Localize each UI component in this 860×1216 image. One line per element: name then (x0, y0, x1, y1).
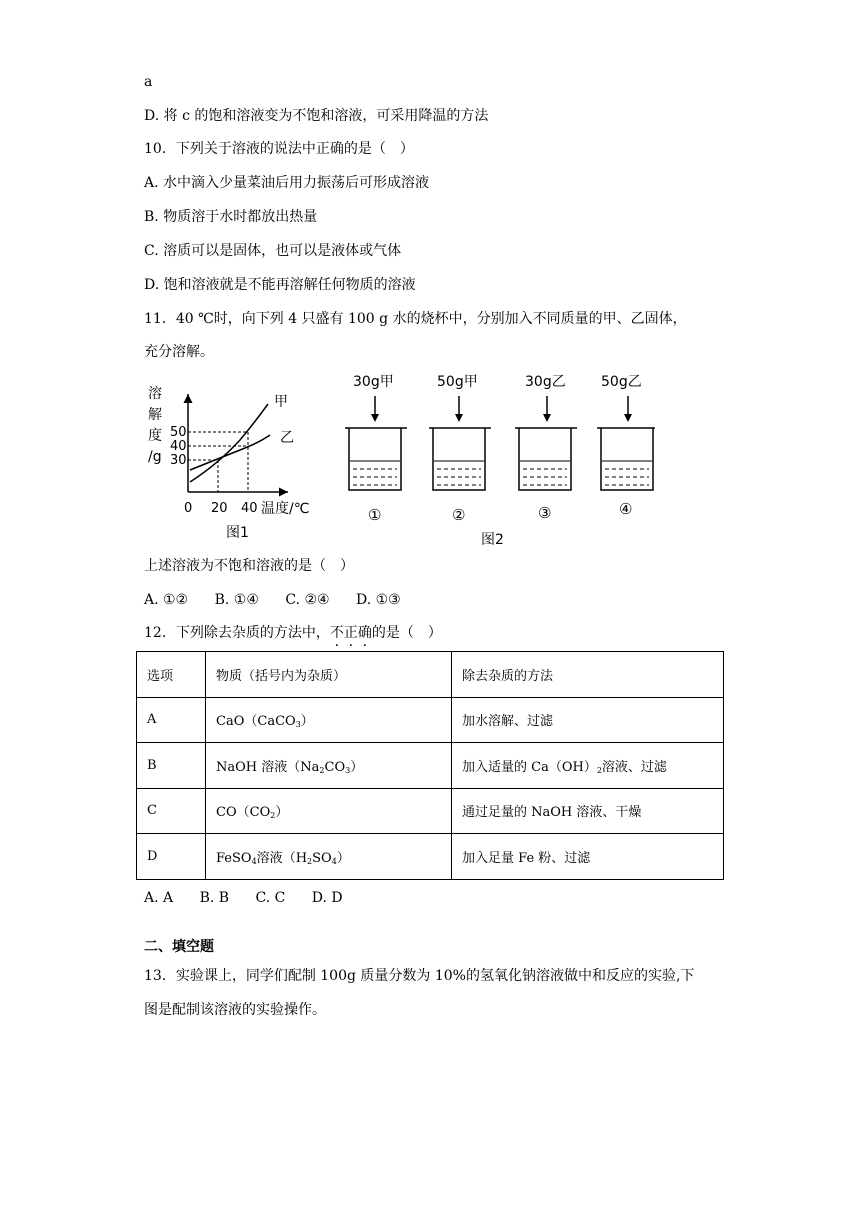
q11-option: A. ①② (144, 592, 189, 608)
table-cell-substance: NaOH 溶液$(Na_2CO_3)$ (206, 743, 452, 789)
beaker-label: 30g甲 (353, 374, 394, 390)
table-header-row (137, 652, 724, 698)
beaker-group-4 (597, 374, 655, 518)
question-11-line1: 11．40 ℃时，向下列 4 只盛有 100 g 水的烧杯中，分别加入不同质量的甲、乙固体， (144, 311, 687, 327)
y-tick-label: 30 (170, 453, 187, 468)
figure-1-caption: 图1 (226, 525, 249, 541)
q12-text: 的是（ ） (371, 625, 442, 641)
q12-text: 12．下列除去杂质的方法中， (144, 625, 330, 641)
emphasis-char: 正 (343, 625, 358, 641)
table-cell-method: 加水溶解、过滤 (452, 697, 724, 743)
series-label-jia: 甲 (274, 394, 288, 410)
option-d-prev: D. 将 c 的饱和溶液变为不饱和溶液，可采用降温的方法 (144, 108, 489, 124)
q12-option: B. B (199, 890, 230, 906)
figure-1-solubility-graph (140, 382, 325, 547)
beaker-2 (429, 428, 491, 490)
figure-2-beakers (335, 366, 655, 551)
beaker-1 (345, 428, 407, 490)
beaker-number: ④ (619, 500, 633, 518)
q12-option: C. C (255, 890, 286, 906)
table-row (137, 788, 724, 834)
beaker-number: ② (452, 506, 466, 524)
table-cell-method: 通过足量的 NaOH 溶液、干燥 (452, 788, 724, 834)
question-13-line2: 图是配制该溶液的实验操作。 (144, 1002, 326, 1018)
table-cell-method: 加入适量的 $Ca(OH)_2$溶液、过滤 (452, 743, 724, 789)
y-axis-label-char: 解 (148, 407, 162, 423)
x-tick-label: 0 (184, 501, 193, 516)
section-heading: 二、填空题 (144, 939, 214, 955)
y-axis-label-char: 度 (148, 428, 162, 444)
emphasis-char: 不 (329, 625, 344, 641)
y-axis-label-char: 溶 (148, 386, 162, 402)
q10-option-c: C. 溶质可以是固体，也可以是液体或气体 (144, 243, 402, 259)
q11-option: C. ②④ (285, 592, 330, 608)
beaker-label: 50g乙 (601, 374, 642, 390)
beaker-label: 30g乙 (525, 374, 566, 390)
q11-option: B. ①④ (214, 592, 259, 608)
question-11-ask: 上述溶液为不饱和溶液的是（ ） (144, 558, 354, 574)
table-cell-option: C (137, 788, 206, 834)
table-cell-substance: CaO（CaCO$_3$） (206, 697, 452, 743)
q10-option-d: D. 饱和溶液就是不能再溶解任何物质的溶液 (144, 277, 416, 293)
q11-options (144, 590, 423, 610)
beaker-group-2 (429, 374, 491, 524)
q12-option: A. A (144, 890, 174, 906)
table-row (137, 834, 724, 880)
impurity-removal-table (136, 651, 724, 880)
table-row (137, 697, 724, 743)
q12-options (144, 888, 365, 908)
beaker-number: ① (368, 506, 382, 524)
emphasis-char: 确 (357, 625, 372, 641)
table-cell-substance: FeSO$_4$溶液$(H_2SO_4)$ (206, 834, 452, 880)
beaker-group-3 (515, 374, 577, 522)
y-axis-label-char: /g (148, 449, 162, 465)
question-13-line1: 13．实验课上，同学们配制 100g 质量分数为 10%的氢氧化钠溶液做中和反应的实验,下 (144, 968, 695, 984)
y-tick-label: 40 (170, 439, 187, 454)
figure-2-caption: 图2 (481, 532, 504, 548)
question-11-line2: 充分溶解。 (144, 344, 214, 360)
table-cell-option: A (137, 697, 206, 743)
x-tick-label: 20 (211, 501, 228, 516)
curve-yi (190, 435, 270, 470)
beaker-label: 50g甲 (437, 374, 478, 390)
x-axis-label: 温度/℃ (261, 501, 310, 517)
table-cell-substance: $CO(CO_2)$ (206, 788, 452, 834)
beaker-4 (597, 428, 655, 490)
q10-option-a: A. 水中滴入少量菜油后用力振荡后可形成溶液 (144, 175, 430, 191)
series-label-yi: 乙 (280, 430, 294, 446)
q10-option-b: B. 物质溶于水时都放出热量 (144, 209, 318, 225)
y-tick-label: 50 (170, 425, 187, 440)
q12-option: D. D (311, 890, 343, 906)
question-12 (144, 623, 442, 643)
beaker-3 (515, 428, 577, 490)
table-row (137, 743, 724, 789)
table-cell-method: 加入足量 Fe 粉、过滤 (452, 834, 724, 880)
text-line: a (144, 74, 153, 90)
table-cell-option: D (137, 834, 206, 880)
table-header-cell: 除去杂质的方法 (452, 652, 724, 698)
beaker-group-1 (345, 374, 407, 524)
table-header-cell: 物质（括号内为杂质） (206, 652, 452, 698)
beaker-number: ③ (538, 504, 552, 522)
table-cell-option: B (137, 743, 206, 789)
table-header-cell: 选项 (137, 652, 206, 698)
question-10: 10．下列关于溶液的说法中正确的是（ ） (144, 141, 414, 157)
x-tick-label: 40 (241, 501, 258, 516)
q11-option: D. ①③ (356, 592, 401, 608)
